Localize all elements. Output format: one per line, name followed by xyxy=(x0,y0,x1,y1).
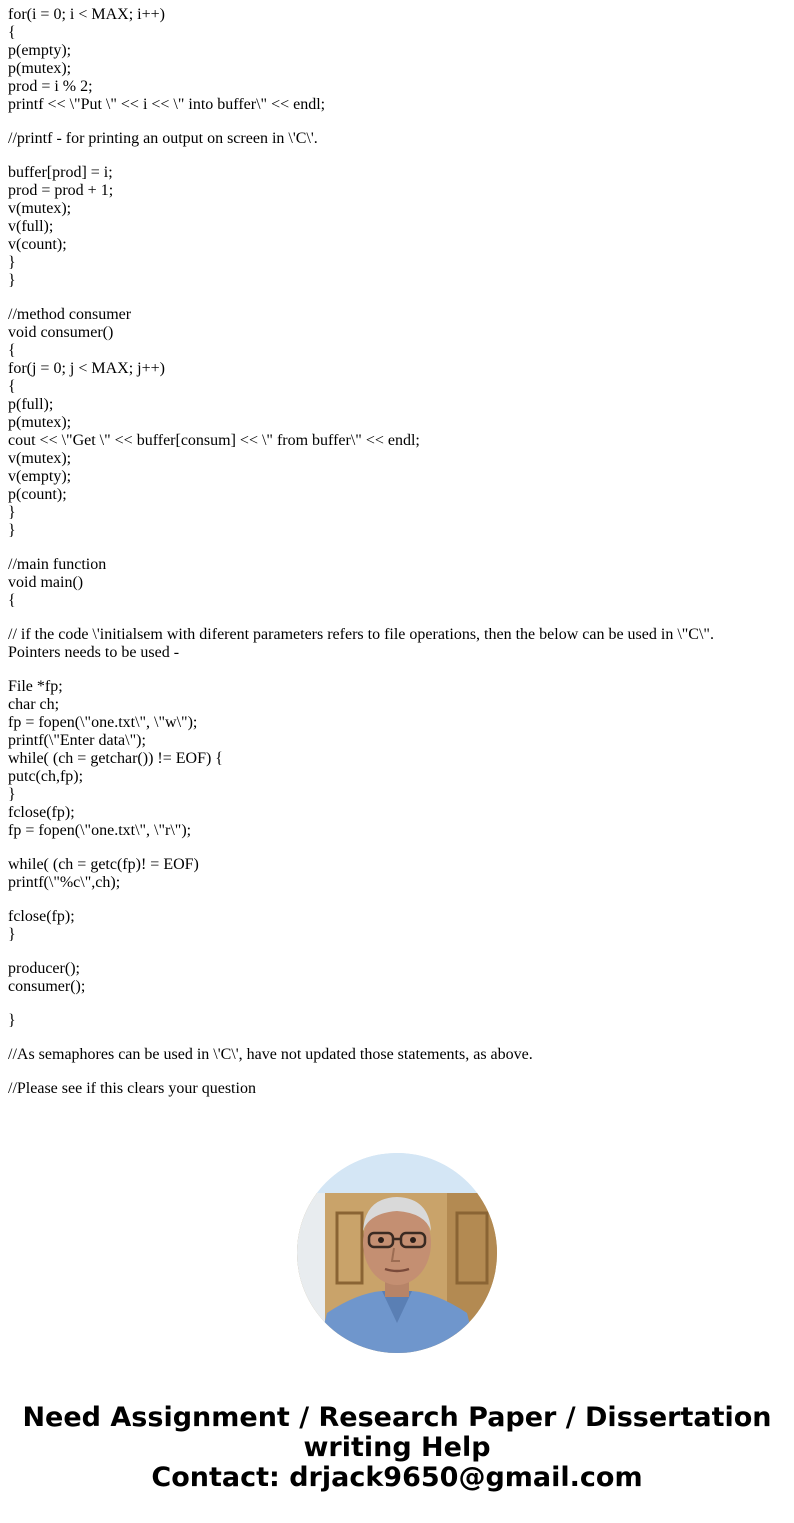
code-line: prod = i % 2; xyxy=(8,78,93,95)
footer-line-2: writing Help xyxy=(303,1432,491,1463)
code-line: while( (ch = getc(fp)! = EOF) xyxy=(8,856,199,873)
code-line: v(full); xyxy=(8,218,54,235)
code-line: //main function xyxy=(8,556,107,573)
code-line: for(j = 0; j < MAX; j++) xyxy=(8,360,165,377)
code-line: { xyxy=(8,378,16,395)
code-line: buffer[prod] = i; xyxy=(8,164,113,181)
code-line: //printf - for printing an output on screen in \'C\'. xyxy=(8,130,318,147)
code-line: p(full); xyxy=(8,396,54,413)
code-line: fp = fopen(\"one.txt\", \"r\"); xyxy=(8,822,192,839)
paragraph-gap xyxy=(8,1030,788,1046)
code-line: } xyxy=(8,522,16,539)
paragraph-gap xyxy=(8,540,788,556)
code-line: { xyxy=(8,342,16,359)
paragraph-gap xyxy=(8,1064,788,1080)
footer-contact: Contact: drjack9650@gmail.com xyxy=(151,1462,643,1493)
code-line: putc(ch,fp); xyxy=(8,768,84,785)
code-line: } xyxy=(8,254,16,271)
code-line: producer(); xyxy=(8,960,80,977)
paragraph-gap xyxy=(8,610,788,626)
answer-body xyxy=(8,6,788,1098)
paragraph-gap xyxy=(8,114,788,130)
footer-line-1: Need Assignment / Research Paper / Dissertation xyxy=(22,1402,772,1433)
code-line: void consumer() xyxy=(8,324,114,341)
code-line: p(mutex); xyxy=(8,414,72,431)
paragraph-gap xyxy=(8,840,788,856)
code-line: } xyxy=(8,786,16,803)
code-line: char ch; xyxy=(8,696,60,713)
code-line: } xyxy=(8,1012,16,1029)
portrait-illustration xyxy=(297,1153,497,1353)
code-line: //Please see if this clears your question xyxy=(8,1080,256,1097)
code-line: { xyxy=(8,592,16,609)
code-line: fp = fopen(\"one.txt\", \"w\"); xyxy=(8,714,198,731)
code-line: v(mutex); xyxy=(8,450,72,467)
paragraph-gap xyxy=(8,148,788,164)
code-line: printf(\"Enter data\"); xyxy=(8,732,146,749)
code-line: } xyxy=(8,504,16,521)
code-line: printf << \"Put \" << i << \" into buffer\" << endl; xyxy=(8,96,326,113)
paragraph-gap xyxy=(8,996,788,1012)
code-line: printf(\"%c\",ch); xyxy=(8,874,121,891)
code-line: cout << \"Get \" << buffer[consum] << \" from buffer\" << endl; xyxy=(8,432,420,449)
code-line: //method consumer xyxy=(8,306,132,323)
code-line: //As semaphores can be used in \'C\', have not updated those statements, as above. xyxy=(8,1046,533,1063)
code-line: while( (ch = getchar()) != EOF) { xyxy=(8,750,223,767)
code-line: fclose(fp); xyxy=(8,804,75,821)
code-line: consumer(); xyxy=(8,978,86,995)
author-avatar xyxy=(297,1153,497,1353)
code-line: p(mutex); xyxy=(8,60,72,77)
code-line: for(i = 0; i < MAX; i++) xyxy=(8,6,165,23)
code-line: v(mutex); xyxy=(8,200,72,217)
code-line: p(count); xyxy=(8,486,67,503)
code-line: } xyxy=(8,926,16,943)
code-line: // if the code \'initialsem with diferent parameters refers to file operations, then the below can be used in \"C\". xyxy=(8,626,714,643)
code-line: void main() xyxy=(8,574,84,591)
code-line: fclose(fp); xyxy=(8,908,75,925)
code-line: v(count); xyxy=(8,236,67,253)
paragraph-gap xyxy=(8,944,788,960)
code-line: v(empty); xyxy=(8,468,72,485)
paragraph-gap xyxy=(8,290,788,306)
code-line: p(empty); xyxy=(8,42,72,59)
code-line: } xyxy=(8,272,16,289)
code-line: Pointers needs to be used - xyxy=(8,644,180,661)
code-line: prod = prod + 1; xyxy=(8,182,114,199)
paragraph-gap xyxy=(8,892,788,908)
promo-footer xyxy=(0,1403,794,1493)
code-line: { xyxy=(8,24,16,41)
paragraph-gap xyxy=(8,662,788,678)
code-line: File *fp; xyxy=(8,678,63,695)
